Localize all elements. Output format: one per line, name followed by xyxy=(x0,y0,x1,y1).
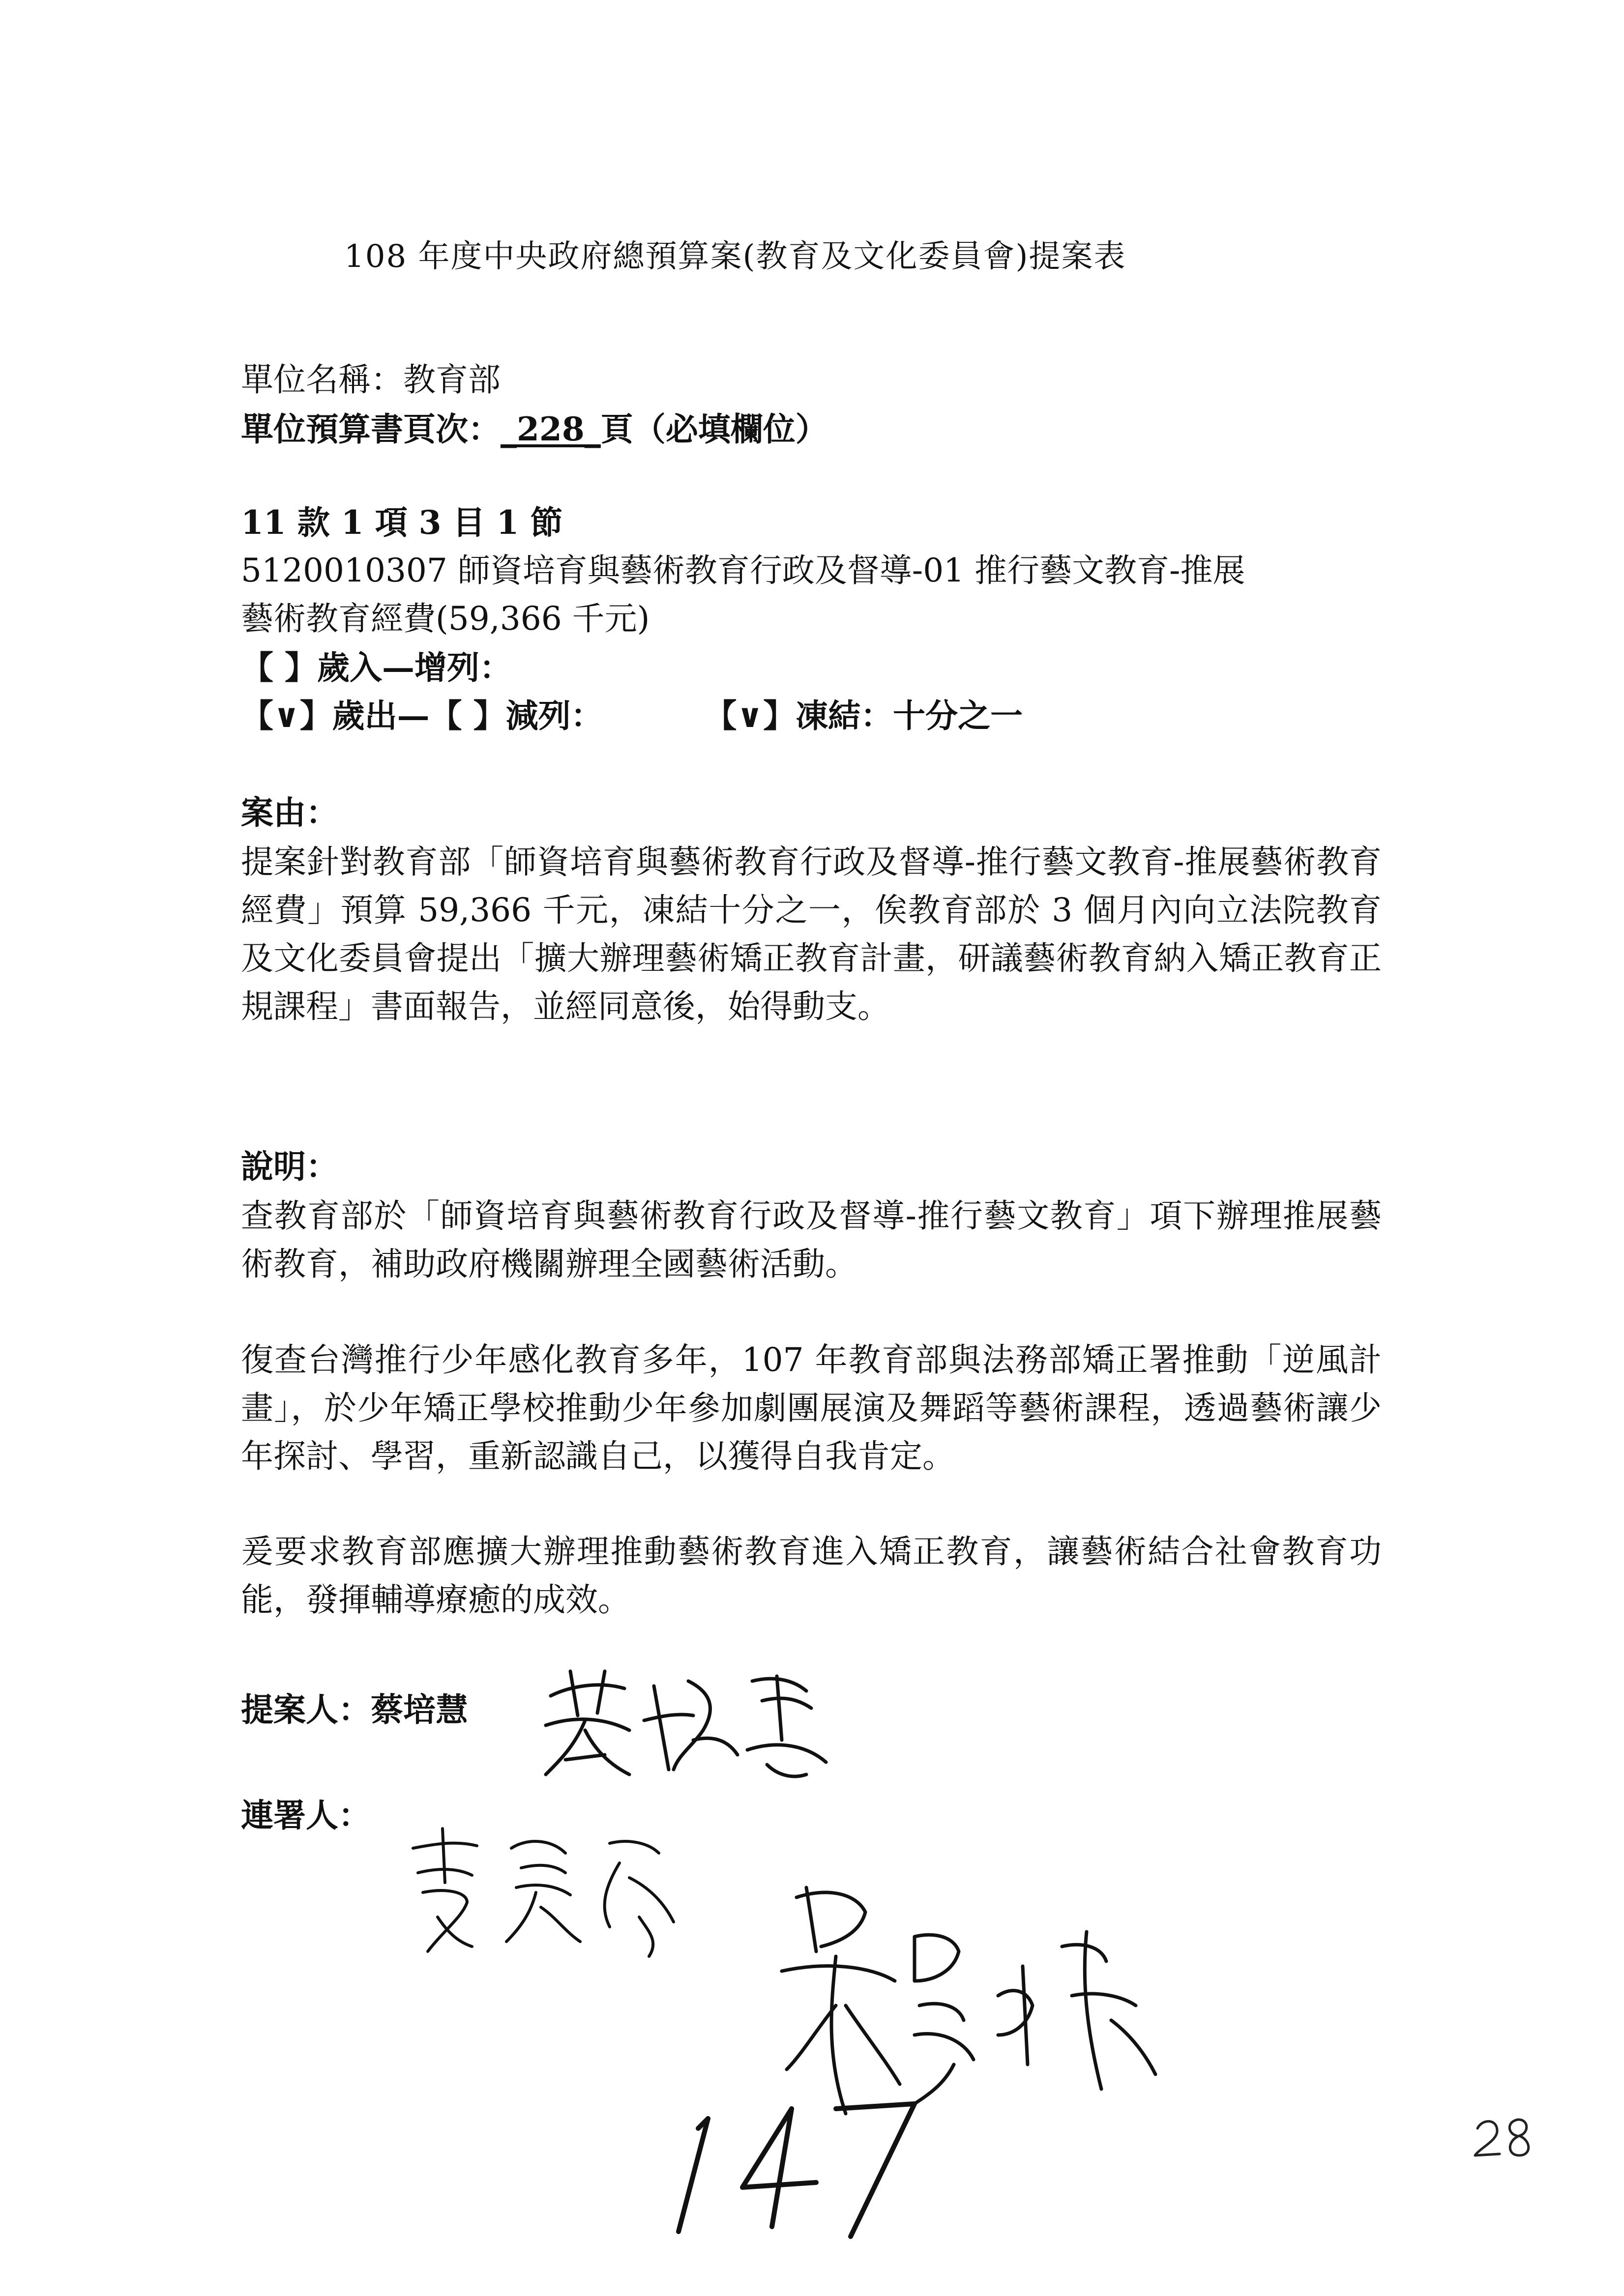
expense-reduce: 【∨】歲出—【 】減列： xyxy=(241,697,603,735)
proposer-label: 提案人： xyxy=(241,1690,371,1729)
program-line-2: 藝術教育經費(59,366 千元) xyxy=(241,600,650,638)
unit-name-row xyxy=(241,361,501,399)
expense-freeze: 【∨】凍結：十分之一 xyxy=(704,697,1023,735)
explanation-paragraph-3: 爰要求教育部應擴大辦理推動藝術教育進入矯正教育，讓藝術結合社會教育功能，發揮輔導療癒的成效。 xyxy=(241,1533,1382,1619)
budget-section: 11 款 1 項 3 目 1 節 xyxy=(241,503,563,542)
unit-name-label: 單位名稱： xyxy=(241,361,403,399)
budget-page-row xyxy=(241,410,828,448)
reason-text: 提案針對教育部「師資培育與藝術教育行政及督導-推行藝文教育-推展藝術教育經費」預算 59,366 千元，凍結十分之一，俟教育部於 3 個月內向立法院教育及文化委員會提出「擴大辦理藝術矯正教育計畫，研議藝術教育納入矯正教育正規課程」書面報告，並經同意後，始得動支。 xyxy=(241,843,1382,1025)
cosigner-signature-1 xyxy=(393,1819,698,1968)
handwritten-stamp-number xyxy=(669,2089,934,2248)
unit-name-value: 教育部 xyxy=(403,361,501,399)
expense-line xyxy=(241,697,1023,735)
budget-page-value: _228_ xyxy=(501,410,601,448)
explanation-paragraph-1: 查教育部於「師資培育與藝術教育行政及督導-推行藝文教育」項下辦理推展藝術教育，補助政府機關辦理全國藝術活動。 xyxy=(241,1197,1382,1283)
budget-page-label: 單位預算書頁次： xyxy=(241,410,501,448)
cosigner-label: 連署人： xyxy=(241,1796,371,1834)
explanation-paragraph-2: 復查台灣推行少年感化教育多年，107 年教育部與法務部矯正署推動「逆風計畫」，於少年矯正學校推動少年參加劇團展演及舞蹈等藝術課程，透過藝術讓少年探討、學習，重新認識自己，以獲得自我肯定。 xyxy=(241,1341,1382,1475)
budget-page-suffix: 頁（必填欄位） xyxy=(600,410,828,448)
program-line-1: 5120010307 師資培育與藝術教育行政及督導-01 推行藝文教育-推展 xyxy=(241,552,1245,589)
proposer-signature xyxy=(531,1661,836,1791)
handwritten-page-number xyxy=(1470,2114,1539,2165)
reason-heading: 案由： xyxy=(241,793,338,832)
proposer-row xyxy=(241,1690,468,1729)
revenue-line: 【 】歲入—增列： xyxy=(241,648,512,687)
explanation-heading: 說明： xyxy=(241,1147,338,1186)
proposer-name: 蔡培慧 xyxy=(371,1690,468,1729)
document-title: 108 年度中央政府總預算案(教育及文化委員會)提案表 xyxy=(344,238,1126,275)
